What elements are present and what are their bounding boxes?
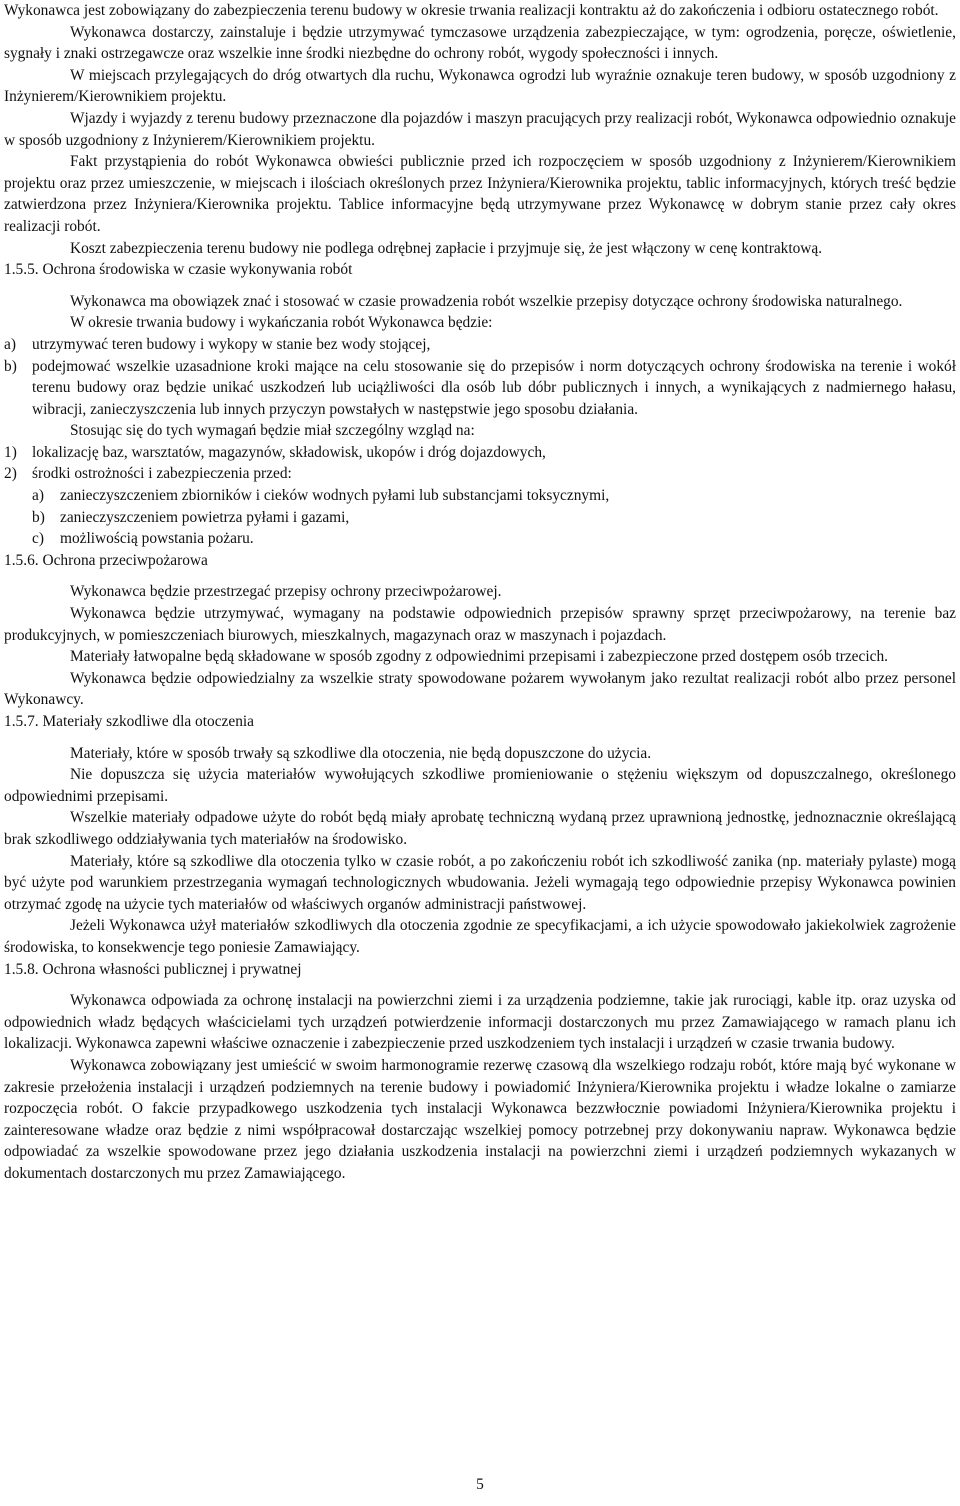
paragraph: Materiały łatwopalne będą składowane w sposób zgodny z odpowiednimi przepisami i zabezpieczone przed dostępem osób trzecich. bbox=[70, 648, 888, 666]
paragraph: Wszelkie materiały odpadowe użyte do robót będą miały aprobatę techniczną wydaną przez uprawnioną jednostkę, jednoznacznie określającą brak szkodliwego oddziaływania tych materiałów na środowisko. bbox=[4, 809, 956, 848]
paragraph: Wykonawca dostarczy, zainstaluje i będzie utrzymywać tymczasowe urządzenia zabezpieczające, w tym: ogrodzenia, poręcze, oświetlenie, sygnały i znaki ostrzegawcze oraz wszelkie inne środki niezbędne do ochrony robót, wygody społeczności i innych. bbox=[4, 23, 956, 63]
paragraph: Wykonawca będzie przestrzegać przepisy ochrony przeciwpożarowej. bbox=[70, 583, 502, 601]
list-text: możliwością powstania pożaru. bbox=[60, 530, 254, 548]
paragraph: Nie dopuszcza się użycia materiałów wywołujących szkodliwe promieniowanie o stężeniu większym od dopuszczalnego, określonego odpowiednimi przepisami. bbox=[4, 766, 956, 805]
paragraph: Wykonawca będzie odpowiedzialny za wszelkie straty spowodowane pożarem wywołanym jako rezultat realizacji robót albo przez personel Wykonawcy. bbox=[4, 669, 956, 709]
list-marker: b) bbox=[4, 357, 17, 375]
paragraph: Materiały, które są szkodliwe dla otoczenia tylko w czasie robót, a po zakończeniu robót ich szkodliwość zanika (np. materiały pylaste) mogą być użyte pod warunkiem przestrzegania wymagań technologicznych wbudowania. Jeżeli wymagają tego odpowiednie przepisy Wykonawca powinien otrzymać zgodę na użycie tych materiałów od właściwych organów administracji państwowej. bbox=[4, 852, 956, 913]
document-body bbox=[4, 0, 956, 1184]
section-heading-1-5-8: 1.5.8. Ochrona własności publicznej i prywatnej bbox=[4, 960, 302, 978]
page-number: 5 bbox=[476, 1476, 484, 1493]
paragraph: Wjazdy i wyjazdy z terenu budowy przeznaczone dla pojazdów i maszyn pracujących przy realizacji robót, Wykonawca odpowiednio oznakuje w sposób uzgodniony z Inżynierem/Kierownikiem projektu. bbox=[4, 109, 956, 149]
paragraph: Fakt przystąpienia do robót Wykonawca obwieści publicznie przed ich rozpoczęciem w sposób uzgodniony z Inżynierem/Kierownikiem projektu oraz przez umieszczenie, w miejscach i ilościach określonych przez Inżyniera/Kierownika projektu, tablic informacyjnych, których treść będzie zatwierdzona przez Inżyniera/Kierownika projektu. Tablice informacyjne będą utrzymywane przez Wykonawcę w dobrym stanie przez cały okres realizacji robót. bbox=[4, 153, 956, 235]
list-text: utrzymywać teren budowy i wykopy w stanie bez wody stojącej, bbox=[32, 335, 431, 353]
list-marker: 1) bbox=[4, 443, 17, 461]
list-text: środki ostrożności i zabezpieczenia przed: bbox=[32, 465, 292, 483]
list-text: lokalizację baz, warsztatów, magazynów, składowisk, ukopów i dróg dojazdowych, bbox=[32, 443, 546, 461]
paragraph: Wykonawca będzie utrzymywać, wymagany na podstawie odpowiednich przepisów sprawny sprzęt przeciwpożarowy, na terenie baz produkcyjnych, w pomieszczeniach biurowych, mieszkalnych, magazynach oraz w maszynach i pojazdach. bbox=[4, 605, 956, 644]
list-item bbox=[4, 463, 956, 485]
list-marker: a) bbox=[4, 335, 16, 353]
paragraph: Jeżeli Wykonawca użył materiałów szkodliwych dla otoczenia zgodnie ze specyfikacjami, a ich użycie spowodowało jakiekolwiek zagrożenie środowiska, to konsekwencje tego poniesie Zamawiający. bbox=[4, 917, 956, 956]
paragraph: Wykonawca jest zobowiązany do zabezpieczenia terenu budowy w okresie trwania realizacji kontraktu aż do zakończenia i odbioru ostatecznego robót. bbox=[4, 2, 939, 19]
section-heading-1-5-7: 1.5.7. Materiały szkodliwe dla otoczenia bbox=[4, 713, 255, 730]
list-item bbox=[4, 485, 956, 507]
section-heading-1-5-5: 1.5.5. Ochrona środowiska w czasie wykonywania robót bbox=[4, 261, 353, 279]
paragraph: Wykonawca odpowiada za ochronę instalacji na powierzchni ziemi i za urządzenia podziemne, takie jak rurociągi, kable itp. oraz uzyska od odpowiednich władz będących właścicielami tych urządzeń potwierdzenie informacji dostarczonych mu przez Zamawiającego w ramach planu ich lokalizacji. Wykonawca zapewni właściwe oznaczenie i zabezpieczenie przed uszkodzeniem tych instalacji i urządzeń w czasie trwania budowy. bbox=[4, 992, 956, 1053]
list-text: podejmować wszelkie uzasadnione kroki mające na celu stosowanie się do przepisów i norm dotyczących ochrony środowiska na terenie i wokół terenu budowy oraz będzie unikać uszkodzeń lub uciążliwości dla osób lub dóbr publicznych i innych, a wynikających z nadmiernego hałasu, wibracji, zanieczyszczenia lub innych przyczyn powstałych w następstwie jego sposobu działania. bbox=[32, 357, 956, 418]
list-item bbox=[4, 334, 956, 356]
paragraph: W okresie trwania budowy i wykańczania robót Wykonawca będzie: bbox=[70, 314, 493, 332]
paragraph: W miejscach przylegających do dróg otwartych dla ruchu, Wykonawca ogrodzi lub wyraźnie oznakuje teren budowy, w sposób uzgodniony z Inżynierem/Kierownikiem projektu. bbox=[4, 66, 956, 106]
list-marker: b) bbox=[32, 508, 45, 526]
list-marker: 2) bbox=[4, 465, 17, 483]
paragraph: Wykonawca ma obowiązek znać i stosować w czasie prowadzenia robót wszelkie przepisy dotyczące ochrony środowiska naturalnego. bbox=[70, 292, 903, 310]
list-item bbox=[4, 507, 956, 529]
list-marker: a) bbox=[32, 487, 44, 505]
list-text: zanieczyszczeniem zbiorników i cieków wodnych pyłami lub substancjami toksycznymi, bbox=[60, 487, 610, 505]
paragraph: Materiały, które w sposób trwały są szkodliwe dla otoczenia, nie będą dopuszczone do użycia. bbox=[70, 744, 652, 762]
paragraph: Koszt zabezpieczenia terenu budowy nie podlega odrębnej zapłacie i przyjmuje się, że jest włączony w cenę kontraktową. bbox=[70, 239, 823, 257]
section-heading-1-5-6: 1.5.6. Ochrona przeciwpożarowa bbox=[4, 551, 208, 569]
paragraph: Wykonawca zobowiązany jest umieścić w swoim harmonogramie rezerwę czasową dla wszelkiego rodzaju robót, które mają być wykonane w zakresie przełożenia instalacji i urządzeń podziemnych na terenie budowy i powiadomić Inżyniera/Kierownika projektu i władze lokalne o zamiarze rozpoczęcia robót. O fakcie przypadkowego uszkodzenia tych instalacji Wykonawca bezzwłocznie powiadomi Inżyniera/Kierownika projektu i zainteresowane władze oraz będzie z nimi współpracował dostarczając wszelkiej pomocy potrzebnej przy dokonywaniu napraw. Wykonawca będzie odpowiadać za wszelkie spowodowane przez jego działania uszkodzenia instalacji na powierzchni ziemi i urządzeń podziemnych wykazanych w dokumentach dostarczonych mu przez Zamawiającego. bbox=[4, 1056, 956, 1182]
list-item bbox=[4, 442, 956, 464]
list-item bbox=[4, 356, 956, 421]
list-text: zanieczyszczeniem powietrza pyłami i gazami, bbox=[60, 508, 350, 526]
list-marker: c) bbox=[32, 530, 44, 548]
list-item bbox=[4, 528, 956, 550]
paragraph: Stosując się do tych wymagań będzie miał szczególny wzgląd na: bbox=[70, 422, 475, 440]
